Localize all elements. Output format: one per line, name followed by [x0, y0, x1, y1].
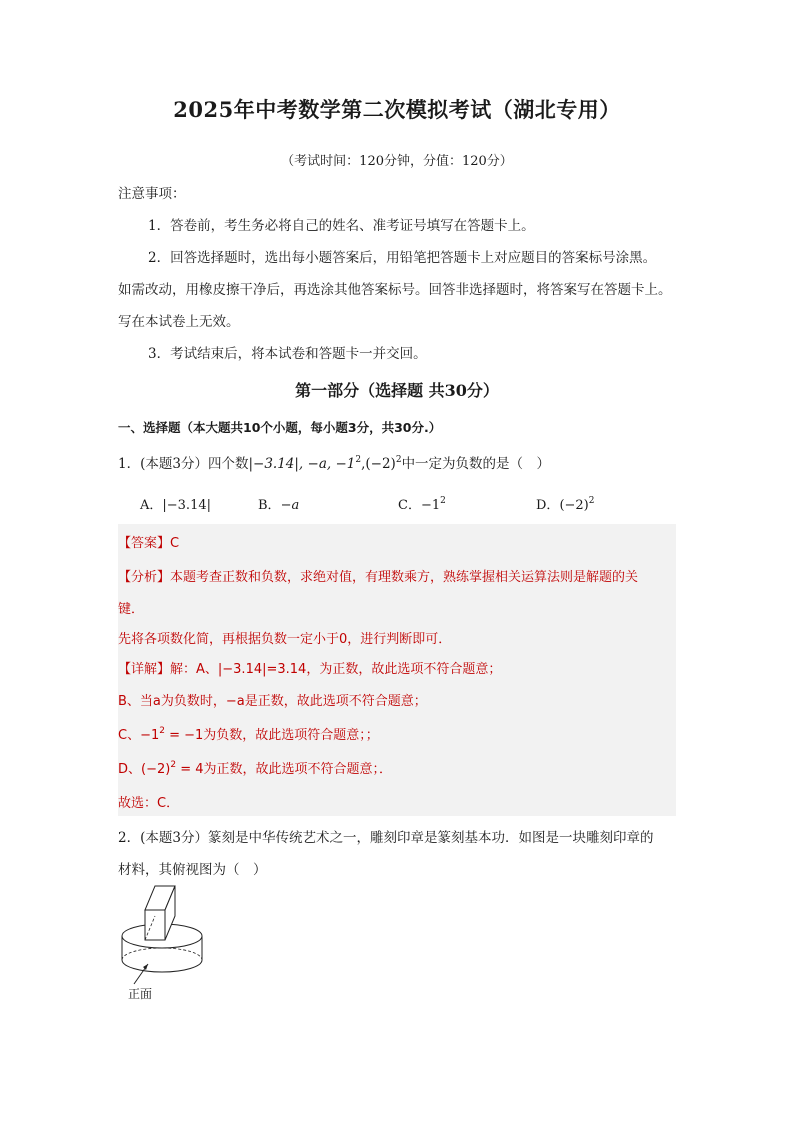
q1-math: |−3.14|, −a, −1: [248, 456, 356, 472]
figure-label-front: 正面: [128, 987, 153, 1001]
option-a: A．|−3.14|: [140, 498, 211, 513]
note-item-2-cont: 如需改动，用橡皮擦干净后，再选涂其他答案标号。回答非选择题时，将答案写在答题卡上。: [118, 282, 672, 298]
option-d: D．$(-2)^2$: [536, 496, 595, 513]
analysis-line-2: 键．: [118, 602, 145, 617]
option-c: C．$-1^2$: [398, 496, 446, 513]
conclusion: 故选：C．: [118, 796, 180, 811]
option-b: B．−a: [258, 498, 300, 513]
question-2-stem-cont: 材料，其俯视图为（ ）: [118, 862, 267, 878]
q1-suffix: 中一定为负数的是（ ）: [401, 456, 551, 472]
question-1-options: [140, 494, 680, 516]
q1-prefix: 1．(本题3分）四个数: [118, 456, 249, 472]
question-1-stem: [118, 452, 550, 472]
section-title: 第一部分（选择题 共30分）: [295, 381, 499, 400]
q1-exp2: 2: [395, 455, 402, 465]
detail-c: C、$-1^2 = -1$为负数，故此选项符合题意；；: [118, 726, 379, 743]
notes-heading: 注意事项：: [118, 186, 186, 202]
detail-d: D、$(-2)^2 = 4$为正数，故此选项不符合题意；．: [118, 760, 392, 777]
exam-duration: （考试时间：120分钟，分值：120分）: [281, 154, 513, 169]
question-2-stem: 2．(本题3分）篆刻是中华传统艺术之一，雕刻印章是篆刻基本功．如图是一块雕刻印章的: [118, 830, 654, 846]
q1-exp1: 2: [355, 455, 362, 465]
note-item-1: 1．答卷前，考生务必将自己的姓名、准考证号填写在答题卡上。: [148, 218, 535, 234]
part-heading: 一、选择题（本大题共10个小题，每小题3分，共30分.）: [118, 420, 442, 435]
analysis-line-1: 【分析】本题考查正数和负数，求绝对值，有理数乘方，熟练掌握相关运算法则是解题的关: [118, 570, 639, 585]
seal-material-figure: [112, 880, 212, 1000]
q1-math2: ,(−2): [361, 456, 396, 472]
page-title: 2025年中考数学第二次模拟考试（湖北专用）: [173, 97, 621, 122]
note-item-2: 2．回答选择题时，选出每小题答案后，用铅笔把答题卡上对应题目的答案标号涂黑。: [148, 250, 657, 266]
detail-a: 【详解】解：A、|−3.14|=3.14，为正数，故此选项不符合题意；: [118, 662, 502, 677]
answer-line: 【答案】C: [118, 536, 180, 551]
detail-b: B、当a为负数时，−a是正数，故此选项不符合题意；: [118, 694, 427, 709]
note-item-3: 3．考试结束后，将本试卷和答题卡一并交回。: [148, 346, 427, 362]
note-item-2-end: 写在本试卷上无效。: [118, 314, 240, 330]
analysis-line-3: 先将各项数化简，再根据负数一定小于0，进行判断即可．: [118, 632, 452, 647]
